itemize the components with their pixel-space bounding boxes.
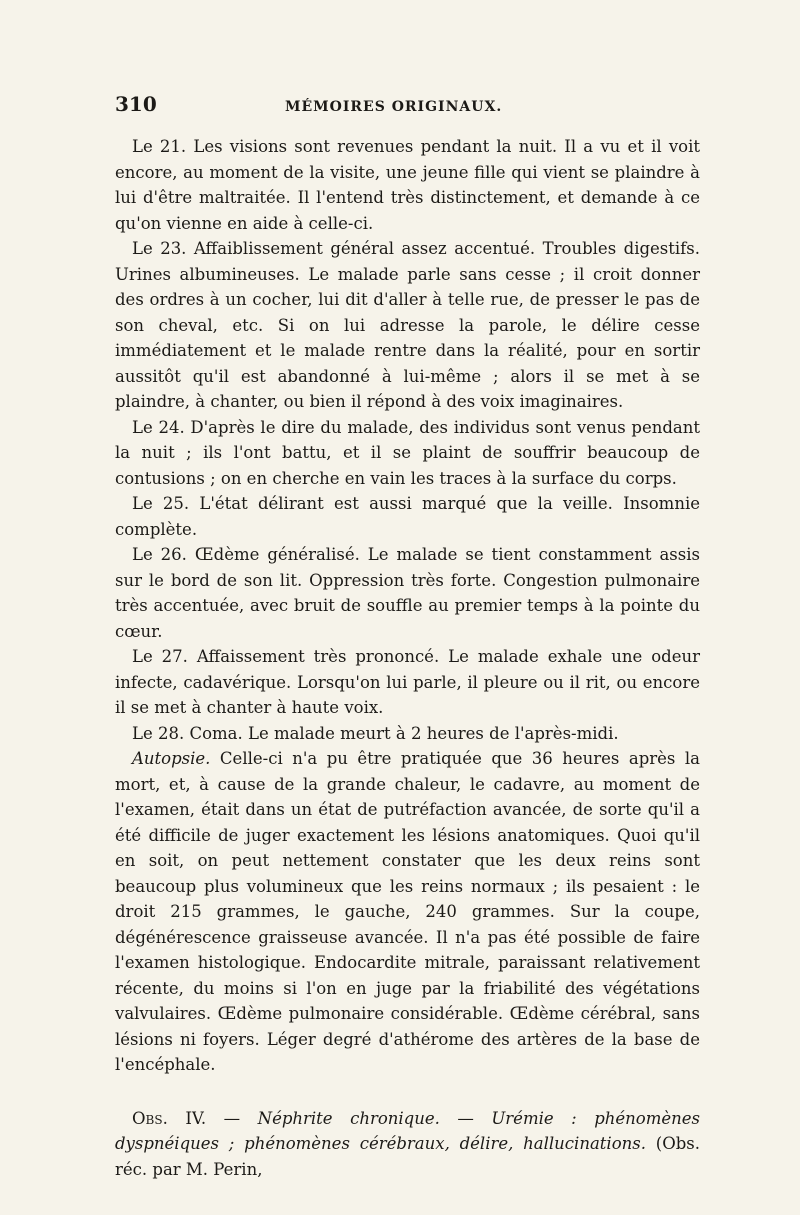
autopsy-paragraph bbox=[115, 746, 700, 1078]
entry-day-25: Le 25. L'état délirant est aussi marqué que la veille. Insomnie complète. bbox=[115, 494, 700, 539]
observation-title: Néphrite chronique. bbox=[257, 1108, 440, 1128]
page-number: 310 bbox=[115, 92, 157, 116]
observation-dash: — bbox=[439, 1108, 492, 1128]
observation-subtitle: Urémie : phénomènes dyspnéiques ; phénomènes cérébraux, délire, hallucinations. bbox=[115, 1108, 700, 1153]
entry-day-24: Le 24. D'après le dire du malade, des individus sont venus pendant la nuit ; ils l'ont battu, et il se plaint de souffrir beaucoup de contusions ; on en cherche en vain les traces à la surface du corps. bbox=[115, 417, 700, 488]
page-header bbox=[115, 92, 700, 122]
entry-day-26: Le 26. Œdème généralisé. Le malade se tient constamment assis sur le bord de son lit. Oppression très forte. Congestion pulmonaire très accentuée, avec bruit de souffle au premier temps à la pointe du cœur. bbox=[115, 545, 700, 641]
section-gap bbox=[115, 1078, 700, 1106]
observation-heading bbox=[115, 1106, 700, 1183]
entry-day-28: Le 28. Coma. Le malade meurt à 2 heures de l'après-midi. bbox=[132, 723, 619, 743]
body-text bbox=[115, 134, 700, 1182]
observation-dash: — bbox=[206, 1108, 258, 1128]
observation-label: Obs. IV. bbox=[132, 1108, 207, 1128]
entry-day-21: Le 21. Les visions sont revenues pendant la nuit. Il a vu et il voit encore, au moment de la visite, une jeune fille qui vient se plaindre à lui d'être maltraitée. Il l'entend très distinctement, et demande à ce qu'on vienne en aide à celle-ci. bbox=[115, 137, 700, 233]
autopsy-text: Celle-ci n'a pu être pratiquée que 36 heures après la mort, et, à cause de la grande chaleur, le cadavre, au moment de l'examen, était dans un état de putréfaction avancée, de sorte qu'il a été difficile de juger exactement les lésions anatomiques. Quoi qu'il en soit, on peut nettement constater que les deux reins sont beaucoup plus volumineux que les reins normaux ; ils pesaient : le droit 215 grammes, le gauche, 240 grammes. Sur la coupe, dégénérescence graisseuse avancée. Il n'a pas été possible de faire l'examen histologique. Endocardite mitrale, paraissant relativement récente, du moins si l'on en juge par la friabilité des végétations valvulaires. Œdème pulmonaire considérable. Œdème cérébral, sans lésions ni foyers. Léger degré d'athérome des artères de la base de l'encéphale. bbox=[115, 749, 700, 1074]
running-head: MÉMOIRES ORIGINAUX. bbox=[285, 99, 503, 115]
observation-tail: (Obs. réc. par M. Perin, bbox=[115, 1134, 701, 1179]
autopsy-label: Autopsie. bbox=[132, 749, 211, 768]
entry-day-27: Le 27. Affaissement très prononcé. Le malade exhale une odeur infecte, cadavérique. Lorsqu'on lui parle, il pleure ou il rit, ou encore il se met à chanter à haute voix. bbox=[115, 647, 700, 717]
entry-day-23: Le 23. Affaiblissement général assez accentué. Troubles digestifs. Urines albumineuses. Le malade parle sans cesse ; il croit donner des ordres à un cocher, lui dit d'aller à telle rue, de presser le pas de son cheval, etc. Si on lui adresse la parole, le délire cesse immédiatement et le malade rentre dans la réalité, pour en sortir aussitôt qu'il est abandonné à lui-même ; alors il se met à se plaindre, à chanter, ou bien il répond à des voix imaginaires. bbox=[115, 239, 700, 411]
